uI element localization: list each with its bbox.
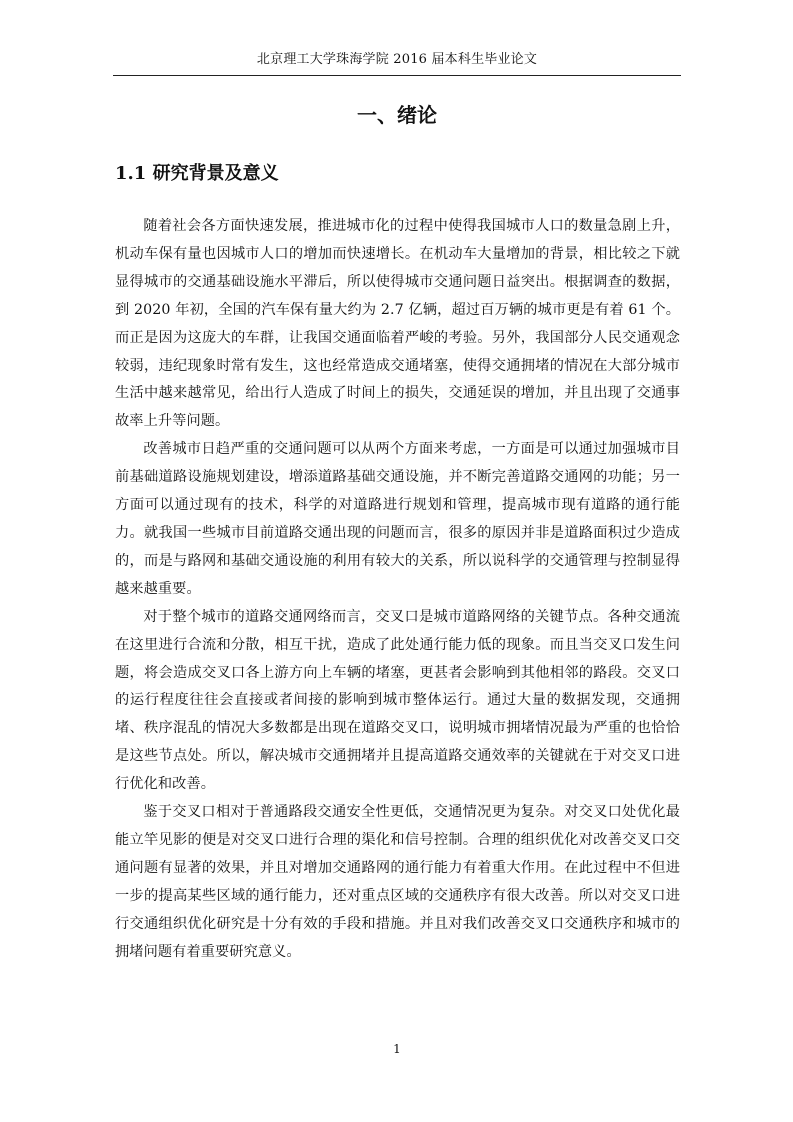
paragraph-2: 改善城市日趋严重的交通问题可以从两个方面来考虑，一方面是可以通过加强城市目前基础道路设施规划建设，增添道路基础交通设施，并不断完善道路交通网的功能；另一方面可以通过现有的技术，科学的对道路进行规划和管理，提高城市现有道路的通行能力。就我国一些城市目前道路交通出现的问题而言，很多的原因并非是道路面积过少造成的，而是与路网和基础交通设施的利用有较大的关系，所以说科学的交通管理与控制显得越来越重要。 xyxy=(115,441,680,597)
paragraph-4: 鉴于交叉口相对于普通路段交通安全性更低，交通情况更为复杂。对交叉口处优化最能立竿见影的便是对交叉口进行合理的渠化和信号控制。合理的组织优化对改善交叉口交通问题有显著的效果，并且对增加交通路网的通行能力有着重大作用。在此过程中不但进一步的提高某些区域的通行能力，还对重点区域的交通秩序有很大改善。所以对交叉口进行交通组织优化研究是十分有效的手段和措施。并且对我们改善交叉口交通秩序和城市的拥堵问题有着重要研究意义。 xyxy=(115,804,680,960)
paragraph-1: 随着社会各方面快速发展，推进城市化的过程中使得我国城市人口的数量急剧上升，机动车保有量也因城市人口的增加而快速增长。在机动车大量增加的背景，相比较之下就显得城市的交通基础设施水平滞后，所以使得城市交通问题日益突出。根据调查的数据，到 2020 年初，全国的汽车保有量大约为 2.7 亿辆，超过百万辆的城市更是有着 61 个。而正是因为这庞大的车群，让我国交通面临着严峻的考验。另外，我国部分人民交通观念较弱，违纪现象时常有发生，这也经常造成交通堵塞，使得交通拥堵的情况在大部分城市生活中越来越常见，给出行人造成了时间上的损失，交通延误的增加，并且出现了交通事故率上升等问题。 xyxy=(115,218,680,430)
page-header: 北京理工大学珠海学院 2016 届本科生毕业论文 xyxy=(256,52,538,67)
section-title: 1.1 研究背景及意义 xyxy=(115,163,279,184)
page-number: 1 xyxy=(393,1042,401,1056)
header-divider xyxy=(113,75,681,76)
body-text xyxy=(115,213,680,966)
paragraph-3: 对于整个城市的道路交通网络而言，交叉口是城市道路网络的关键节点。各种交通流在这里进行合流和分散，相互干扰，造成了此处通行能力低的现象。而且当交叉口发生问题，将会造成交叉口各上游方向上车辆的堵塞，更甚者会影响到其他相邻的路段。交叉口的运行程度往往会直接或者间接的影响到城市整体运行。通过大量的数据发现，交通拥堵、秩序混乱的情况大多数都是出现在道路交叉口，说明城市拥堵情况最为严重的也恰恰是这些节点处。所以，解决城市交通拥堵并且提高道路交通效率的关键就在于对交叉口进行优化和改善。 xyxy=(115,608,680,793)
chapter-title: 一、绪论 xyxy=(357,103,437,127)
